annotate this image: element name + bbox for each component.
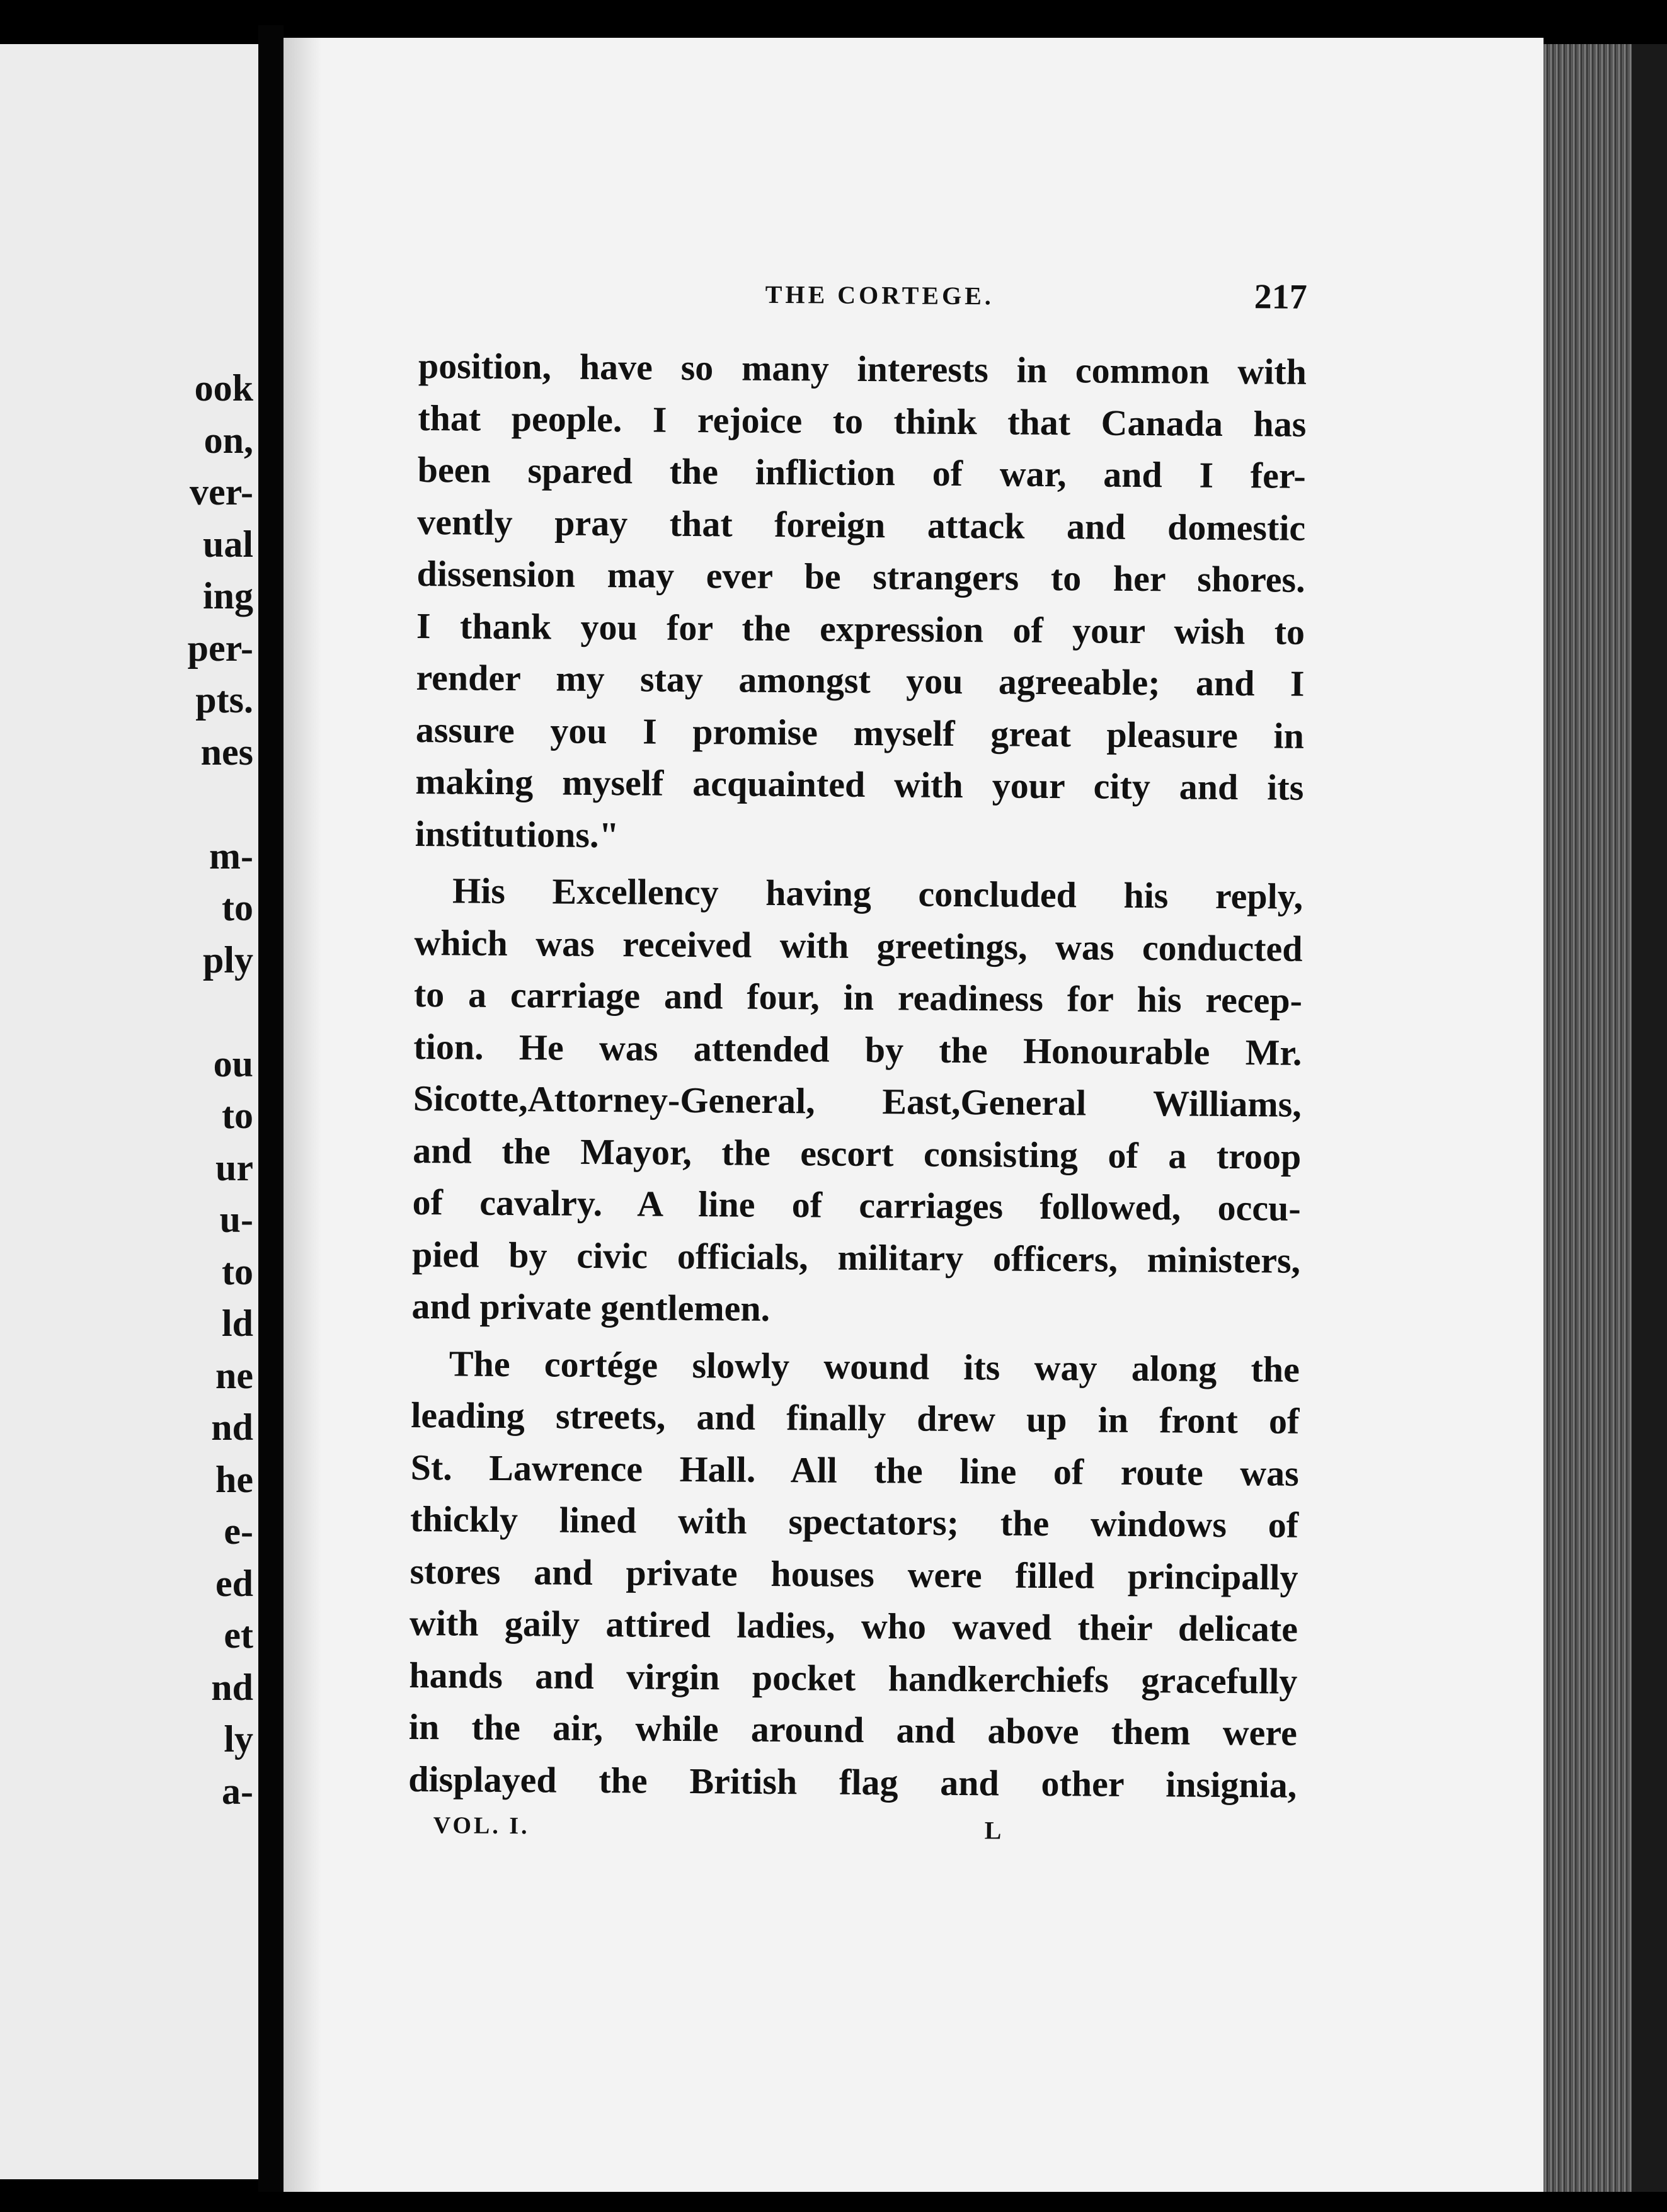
text-line: tion. He was attended by the Honourable Mr.	[413, 1025, 1302, 1073]
signature-mark: L	[984, 1816, 1002, 1845]
text-line: position, have so many interests in common with	[418, 345, 1307, 392]
page-footer	[408, 1811, 1297, 1868]
facing-line: to	[222, 1095, 253, 1136]
page-content	[408, 271, 1307, 1868]
text-line: that people. I rejoice to think that Canada has	[418, 397, 1307, 445]
text-line: to a carriage and four, in readiness for his recep-	[413, 973, 1303, 1021]
facing-line: ver-	[189, 471, 253, 513]
text-line: in the air, while around and above them were	[408, 1706, 1298, 1753]
facing-line: ed	[215, 1562, 253, 1604]
text-line: displayed the British flag and other insignia,	[408, 1758, 1297, 1806]
text-line: with gaily attired ladies, who waved their delicate	[409, 1602, 1298, 1650]
running-title: THE CORTEGE.	[765, 280, 995, 311]
text-line: leading streets, and finally drew up in front of	[411, 1394, 1300, 1442]
facing-line: per-	[187, 627, 253, 669]
paragraph	[411, 865, 1303, 1338]
page-number: 217	[1254, 277, 1307, 317]
facing-line: ne	[215, 1354, 253, 1396]
text-line: I thank you for the expression of your wish to	[416, 605, 1305, 653]
volume-mark: VOL. I.	[433, 1812, 530, 1840]
facing-line: to	[222, 1250, 253, 1292]
text-line: stores and private houses were filled principally	[410, 1550, 1298, 1598]
facing-line: to	[222, 887, 253, 928]
facing-line: he	[215, 1458, 253, 1500]
facing-line: ld	[221, 1303, 253, 1344]
text-line: institutions."	[415, 812, 619, 855]
text-line: and private gentlemen.	[411, 1285, 770, 1329]
facing-line: ur	[215, 1146, 253, 1189]
text-line: assure you I promise myself great pleasure in	[415, 709, 1305, 756]
facing-line: ou	[213, 1042, 253, 1085]
facing-line: on,	[203, 419, 253, 461]
facing-line: nes	[200, 731, 253, 773]
facing-page	[0, 44, 258, 2179]
facing-line: u-	[219, 1199, 253, 1240]
text-line: St. Lawrence Hall. All the line of route was	[410, 1446, 1299, 1494]
facing-line: ing	[202, 575, 253, 617]
page-edges	[1544, 44, 1632, 2192]
facing-page-text	[188, 362, 253, 1817]
facing-line: pts.	[195, 679, 253, 721]
book-gutter	[258, 25, 284, 2192]
text-line: His Excellency having concluded his reply,	[452, 870, 1303, 917]
text-line: of cavalry. A line of carriages followed, occu-	[412, 1181, 1301, 1229]
facing-line: e-	[224, 1510, 253, 1552]
facing-line: nd	[211, 1666, 253, 1708]
text-line: vently pray that foreign attack and domestic	[416, 501, 1306, 549]
facing-line: ual	[202, 523, 253, 565]
text-line: dissension may ever be strangers to her shores.	[416, 552, 1305, 600]
book-cover-edge	[1632, 44, 1667, 2192]
facing-line: ly	[224, 1718, 253, 1760]
facing-line: ply	[202, 938, 253, 981]
facing-gap	[188, 986, 253, 1038]
text-line: making myself acquainted with your city and its	[415, 760, 1304, 808]
facing-line: ook	[194, 367, 253, 409]
text-line: pied by civic officials, military officers, ministers,	[411, 1233, 1301, 1281]
facing-line: nd	[211, 1406, 253, 1448]
facing-line: et	[224, 1614, 253, 1656]
text-line: render my stay amongst you agreeable; and I	[416, 656, 1305, 704]
body-text	[408, 340, 1307, 1811]
facing-line: a-	[222, 1770, 253, 1812]
paragraph	[415, 340, 1307, 866]
facing-gap	[188, 778, 253, 830]
text-line: Sicotte,Attorney-General, East,General Williams,	[413, 1077, 1302, 1125]
text-line: been spared the infliction of war, and I fer-	[417, 448, 1306, 496]
running-head	[418, 271, 1307, 346]
paragraph	[408, 1337, 1300, 1811]
text-line: which was received with greetings, was conducted	[414, 921, 1303, 969]
facing-line: m-	[209, 835, 253, 877]
text-line: The cortége slowly wound its way along the	[449, 1342, 1300, 1390]
text-line: and the Mayor, the escort consisting of a troop	[413, 1129, 1302, 1177]
text-line: hands and virgin pocket handkerchiefs gracefully	[409, 1654, 1298, 1702]
text-line: thickly lined with spectators; the windows of	[410, 1498, 1299, 1546]
